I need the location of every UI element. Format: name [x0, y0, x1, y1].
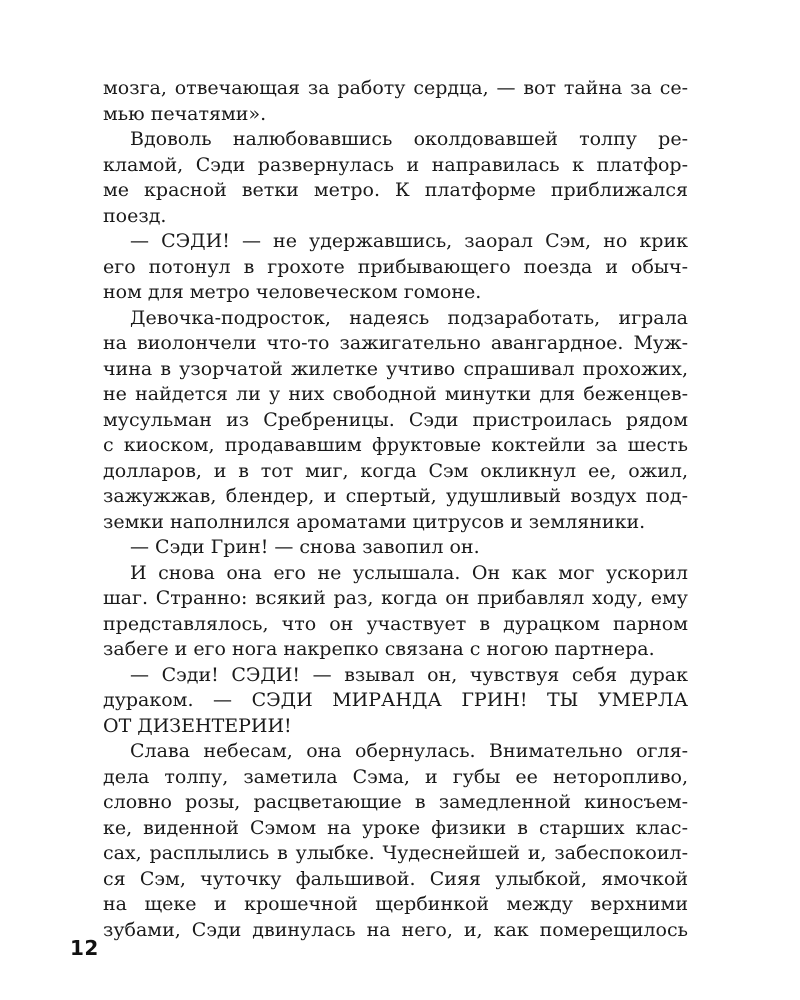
text-line: его потонул в грохоте прибывающего поезда и обыч-	[103, 255, 688, 278]
page-number: 12	[70, 936, 99, 960]
text-line: на виолончели что-то зажигательно авангардное. Муж-	[103, 332, 688, 354]
text-line: зажужжав, блендер, и спертый, удушливый воздух под-	[103, 485, 688, 507]
text-line: дела толпу, заметила Сэма, и губы ее неторопливо,	[103, 765, 688, 788]
text-line: мью печатями».	[103, 102, 267, 125]
text-line: ме красной ветки метро. К платформе приближался	[103, 179, 688, 201]
text-line: поезд.	[103, 204, 167, 227]
text-line: Вдоволь налюбовавшись околдовавшей толпу ре-	[130, 128, 688, 150]
body-text	[103, 76, 688, 943]
text-line: долларов, и в тот миг, когда Сэм окликнул ее, ожил,	[103, 459, 688, 482]
text-line: шаг. Странно: всякий раз, когда он прибавлял ходу, ему	[103, 587, 688, 609]
text-line: Слава небесам, она обернулась. Внимательно огля-	[130, 740, 688, 762]
text-line: мусульман из Сребреницы. Сэди пристроилась рядом	[103, 408, 688, 431]
text-line: — Сэди! СЭДИ! — взывал он, чувствуя себя дурак	[130, 663, 688, 686]
text-line: чина в узорчатой жилетке учтиво спрашивал прохожих,	[103, 357, 688, 380]
text-line: Девочка-подросток, надеясь подзаработать, играла	[130, 306, 688, 329]
text-line: земки наполнился ароматами цитрусов и земляники.	[103, 510, 646, 533]
text-line: ОТ ДИЗЕНТЕРИИ!	[103, 714, 292, 737]
text-line: ном для метро человеческом гомоне.	[103, 281, 482, 303]
text-line: не найдется ли у них свободной минутки для беженцев-	[103, 383, 688, 405]
text-line: зубами, Сэди двинулась на него, и, как померещилось	[103, 918, 688, 941]
text-line: кламой, Сэди развернулась и направилась к платфор-	[103, 153, 688, 176]
text-line: сах, расплылись в улыбке. Чудеснейшей и, забеспокоил-	[103, 842, 688, 864]
text-line: представлялось, что он участвует в дурацком парном	[103, 612, 688, 635]
text-line: на щеке и крошечной щербинкой между верхними	[103, 893, 688, 915]
text-line: ке, виденной Сэмом на уроке физики в старших клас-	[103, 816, 688, 839]
text-line: — СЭДИ! — не удержавшись, заорал Сэм, но крик	[130, 230, 688, 252]
text-line: И снова она его не услышала. Он как мог ускорил	[130, 561, 688, 584]
text-line: дураком. — СЭДИ МИРАНДА ГРИН! ТЫ УМЕРЛА	[103, 689, 688, 711]
text-line: с киоском, продававшим фруктовые коктейли за шесть	[103, 434, 688, 456]
text-line: словно розы, расцветающие в замедленной киносъем-	[103, 791, 688, 813]
text-line: ся Сэм, чуточку фальшивой. Сияя улыбкой, ямочкой	[103, 867, 688, 890]
text-line: забеге и его нога накрепко связана с ногою партнера.	[103, 638, 655, 660]
text-line: — Сэди Грин! — снова завопил он.	[130, 536, 480, 558]
text-line: мозга, отвечающая за работу сердца, — вот тайна за се-	[103, 77, 688, 99]
